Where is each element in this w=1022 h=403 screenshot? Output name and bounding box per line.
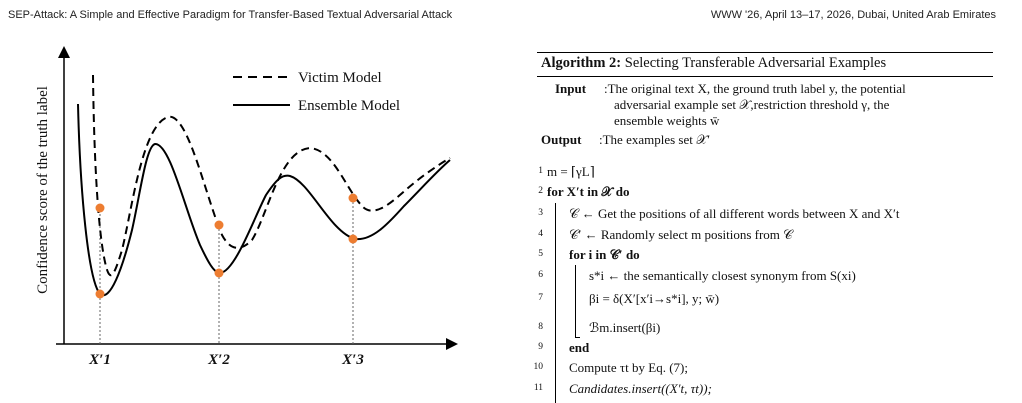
algorithm-top-rule [537, 52, 993, 53]
line-number-1: 1 [538, 166, 543, 176]
input-line-1: :The original text X, the ground truth label y, the potential [604, 81, 906, 96]
for-block-bar-outer [555, 203, 556, 403]
line-number-2: 2 [538, 186, 543, 196]
output-label: Output [541, 132, 582, 147]
line-number-6: 6 [538, 270, 543, 280]
x-label-2: X′2 [208, 352, 230, 368]
legend-victim-label: Victim Model [298, 70, 382, 86]
marker-ensemble-3 [349, 235, 358, 244]
algorithm-line-11: Candidates.insert((X′t, τt)); [569, 381, 712, 396]
line-number-11: 11 [533, 383, 543, 393]
confidence-curve-figure [0, 40, 470, 401]
ensemble-model-curve [78, 104, 450, 295]
line-number-4: 4 [538, 229, 543, 239]
algorithm-line-4: 𝒞′ ← Randomly select m positions from 𝒞 [569, 227, 793, 242]
line-number-9: 9 [538, 342, 543, 352]
algorithm-caption-title: Selecting Transferable Adversarial Examples [624, 55, 887, 71]
algorithm-caption [541, 55, 886, 72]
algorithm-line-2: for X′t in 𝒳 do [547, 184, 630, 199]
algorithm-line-9: end [569, 340, 590, 355]
x-label-1: X′1 [89, 352, 111, 368]
output-text: :The examples set 𝒳′ [599, 132, 711, 147]
algorithm-line-3: 𝒞 ← Get the positions of all different words between X and X′t [569, 206, 900, 221]
algorithm-line-5: for i in 𝒞′ do [569, 247, 640, 262]
x-label-3: X′3 [342, 352, 364, 368]
algorithm-line-7: βi = δ(X′[x′i→s*i], y; w̄) [589, 291, 720, 306]
line-number-10: 10 [533, 362, 543, 372]
input-line-2: adversarial example set 𝒳,restriction threshold γ, the [614, 97, 890, 112]
algorithm-caption-number: Algorithm 2: [541, 55, 622, 71]
running-header-venue: WWW '26, April 13–17, 2026, Dubai, United Arab Emirates [710, 9, 996, 21]
running-header-title: SEP-Attack: A Simple and Effective Paradigm for Transfer-Based Textual Adversarial Attack [8, 9, 453, 21]
for-block-end-tick [575, 337, 580, 338]
marker-victim-2 [215, 221, 224, 230]
algorithm-line-8: ℬm.insert(βi) [589, 320, 661, 335]
for-block-bar-inner [575, 265, 576, 337]
algorithm-box [533, 52, 993, 401]
input-label: Input [555, 81, 587, 96]
legend-ensemble-label: Ensemble Model [298, 98, 401, 114]
y-axis-label: Confidence score of the truth label [35, 86, 51, 294]
line-number-3: 3 [538, 208, 543, 218]
marker-victim-1 [96, 204, 105, 213]
figure-svg [0, 40, 470, 401]
algorithm-line-6: s*i ← the semantically closest synonym from S(xi) [589, 268, 856, 283]
algorithm-line-10: Compute τt by Eq. (7); [569, 360, 688, 375]
line-number-5: 5 [538, 249, 543, 259]
marker-victim-3 [349, 194, 358, 203]
line-number-8: 8 [538, 322, 543, 332]
algorithm-caption-rule [537, 76, 993, 77]
marker-ensemble-2 [215, 269, 224, 278]
input-line-3: ensemble weights w̄ [614, 113, 720, 128]
marker-ensemble-1 [96, 290, 105, 299]
line-number-7: 7 [538, 293, 543, 303]
algorithm-line-1: m = ⌈γL⌉ [547, 164, 595, 179]
